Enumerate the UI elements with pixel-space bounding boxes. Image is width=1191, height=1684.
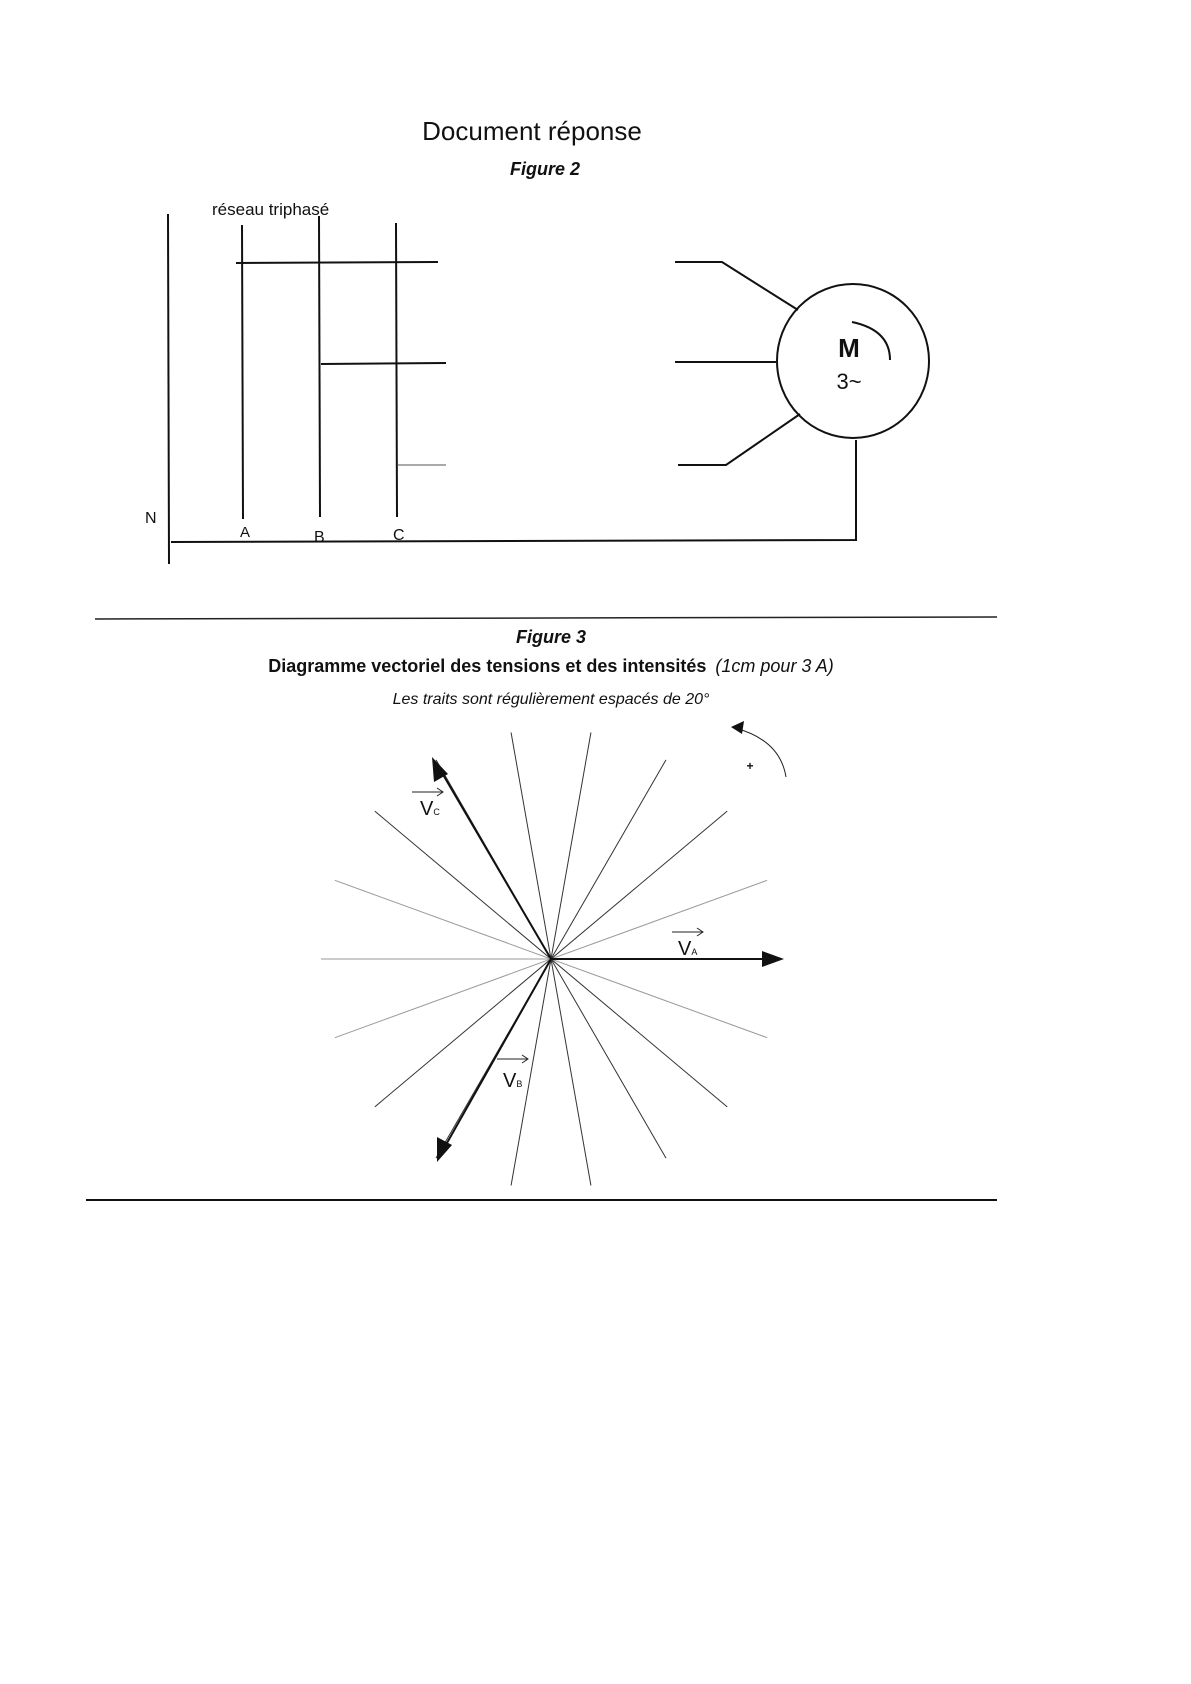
vector-vb [437,959,551,1162]
label-a: A [240,524,251,541]
vector-arrow-icon-vc [412,788,443,796]
figure3-title [268,656,834,676]
rotation-arrow-icon [735,728,786,777]
phase-a-line [242,225,243,519]
vector-arrow-icon-vb [497,1055,528,1063]
label-va: VA [678,938,698,960]
network-label: réseau triphasé [212,200,330,219]
motor-wire-1 [675,262,798,310]
plus-sign: + [746,759,754,773]
figure3-caption: Figure 3 [515,627,587,647]
label-n: N [145,510,157,527]
positive-rotation-indicator [731,721,786,777]
figure2-circuit [145,200,929,564]
arrowhead-va [762,951,784,967]
phase-c-line [396,223,397,517]
vector-vc [412,757,551,959]
wire-1 [236,262,438,263]
label-vc: VC [420,798,440,820]
figure2-caption: Figure 2 [509,159,581,179]
separator-top [95,617,997,619]
arrowhead-vb [437,1137,452,1162]
wire-2 [321,363,446,364]
vector-va [551,928,784,967]
motor-label-m: M [838,333,860,363]
page-title: Document réponse [422,116,642,146]
figure3-title-main: Diagramme vectoriel des tensions et des intensités [268,656,707,676]
figure3-scale: (1cm pour 3 A) [715,656,834,676]
motor-wire-3 [678,414,800,465]
neutral-wire [171,440,856,542]
neutral-vertical-line [168,214,169,564]
vector-arrow-icon-va [672,928,703,936]
label-b: B [314,529,325,546]
figure3-note: Les traits sont régulièrement espacés de 20° [392,691,710,708]
motor-label-3phase: 3~ [836,369,862,394]
phase-b-line [319,216,320,517]
label-vb: VB [503,1070,523,1092]
label-c: C [393,527,405,544]
